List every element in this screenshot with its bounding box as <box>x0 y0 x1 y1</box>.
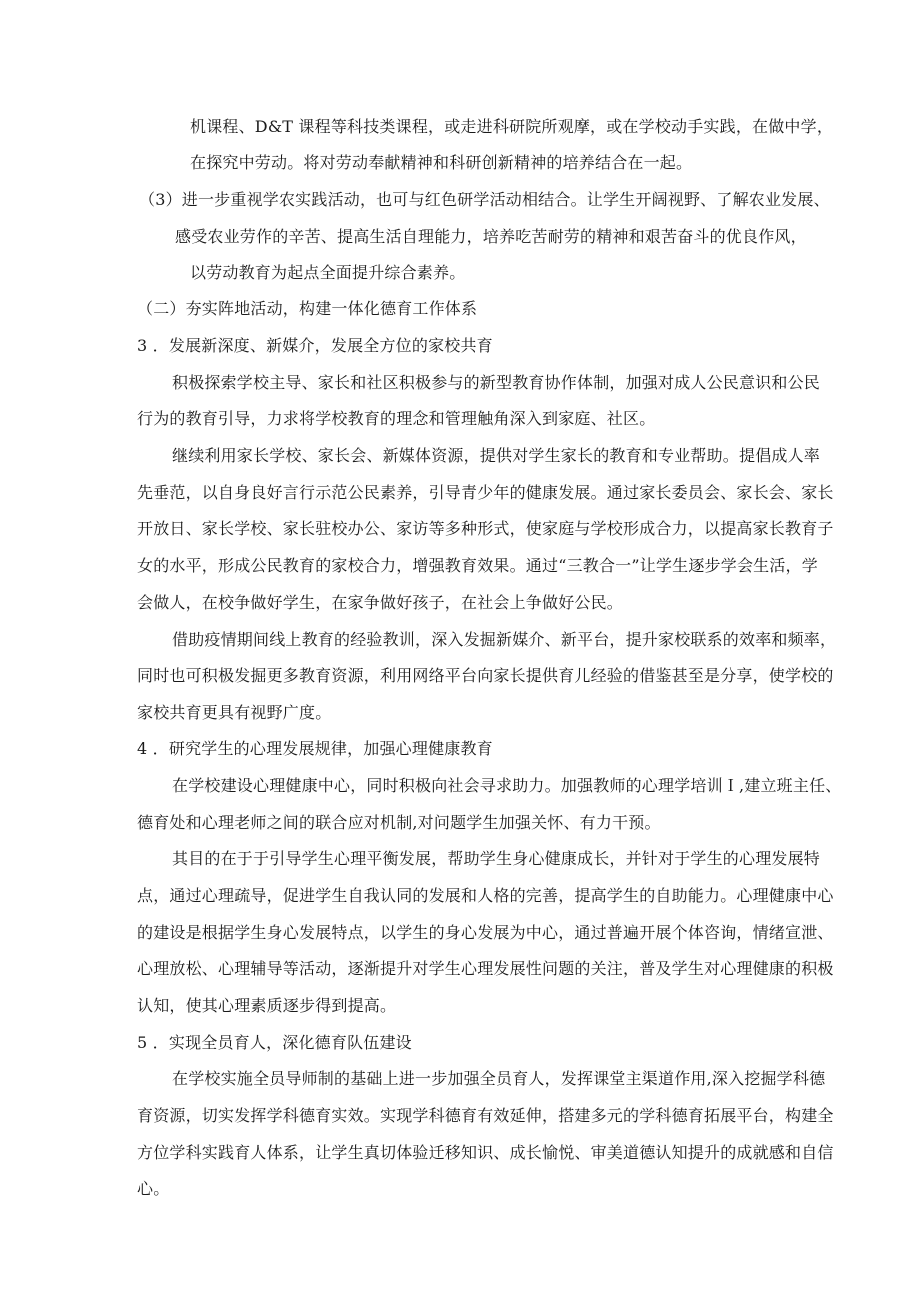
paragraph-line: 认知，使其心理素质逐步得到提高。 <box>137 996 397 1015</box>
paragraph-line: 心。 <box>137 1179 170 1198</box>
paragraph-line: 育资源，切实发挥学科德育实效。实现学科德育有效延伸，搭建多元的学科德育拓展平台，构建全 <box>137 1106 834 1125</box>
paragraph-line: 同时也可积极发掘更多教育资源，利用网络平台向家长提供育儿经验的借鉴甚至是分享，使学校的 <box>137 666 834 685</box>
paragraph-line: 在学校建设心理健康中心，同时积极向社会寻求助力。加强教师的心理学培训Ｉ,建立班主任、 <box>172 776 842 795</box>
paragraph-line: 其目的在于于引导学生心理平衡发展，帮助学生身心健康成长，并针对于学生的心理发展特 <box>172 849 821 868</box>
subsection-heading-4: 4 ．研究学生的心理发展规律，加强心理健康教育 <box>137 739 493 758</box>
paragraph-line: 女的水平，形成公民教育的家校合力，增强教育效果。通过“三教合一”让学生逐步学会生活，学 <box>137 556 818 575</box>
paragraph-line: 以劳动教育为起点全面提升综合素养。 <box>190 263 466 282</box>
paragraph-line: 会做人，在校争做好学生，在家争做好孩子，在社会上争做好公民。 <box>137 593 624 612</box>
paragraph-line: 方位学科实践育人体系，让学生真切体验迁移知识、成长愉悦、审美道德认知提升的成就感和自信 <box>137 1143 834 1162</box>
paragraph-line: 家校共育更具有视野广度。 <box>137 703 332 722</box>
paragraph-line: 在探究中劳动。将对劳动奉献精神和科研创新精神的培养结合在一起。 <box>190 153 693 172</box>
subsection-heading-5: 5 ．实现全员育人，深化德育队伍建设 <box>137 1033 412 1052</box>
paragraph-line: 机课程、D&T 课程等科技类课程，或走进科研院所观摩，或在学校动手实践，在做中学， <box>190 117 834 136</box>
paragraph-line: 在学校实施全员导师制的基础上进一步加强全员育人，发挥课堂主渠道作用,深入挖掘学科德 <box>172 1069 826 1088</box>
paragraph-line: 心理放松、心理辅导等活动，逐渐提升对学生心理发展性问题的关注，普及学生对心理健康的积极 <box>137 959 834 978</box>
paragraph-line: 积极探索学校主导、家长和社区积极参与的新型教育协作体制，加强对成人公民意识和公民 <box>172 373 821 392</box>
section-heading: （二）夯实阵地活动，构建一体化德育工作体系 <box>137 299 478 318</box>
paragraph-line: 德育处和心理老师之间的联合应对机制,对问题学生加强关怀、有力干预。 <box>137 813 661 832</box>
paragraph-line: 先垂范，以自身良好言行示范公民素养，引导青少年的健康发展。通过家长委员会、家长会、家长 <box>137 483 834 502</box>
paragraph-line: 行为的教育引导，力求将学校教育的理念和管理触角深入到家庭、社区。 <box>137 409 656 428</box>
paragraph-line: 借助疫情期间线上教育的经验教训，深入发掘新媒介、新平台，提升家校联系的效率和频率， <box>172 630 837 649</box>
list-item-3: （3）进一步重视学农实践活动，也可与红色研学活动相结合。让学生开阔视野、了解农业发展、 <box>139 190 830 209</box>
paragraph-line: 继续利用家长学校、家长会、新媒体资源，提供对学生家长的教育和专业帮助。提倡成人率 <box>172 446 821 465</box>
paragraph-line: 点，通过心理疏导，促进学生自我认同的发展和人格的完善，提高学生的自助能力。心理健康中心 <box>137 886 834 905</box>
paragraph-line: 感受农业劳作的辛苦、提高生活自理能力，培养吃苦耐劳的精神和艰苦奋斗的优良作风， <box>175 227 807 246</box>
paragraph-line: 开放日、家长学校、家长驻校办公、家访等多种形式，使家庭与学校形成合力，以提高家长教育子 <box>137 519 834 538</box>
paragraph-line: 的建设是根据学生身心发展特点，以学生的身心发展为中心，通过普遍开展个体咨询，情绪宣泄、 <box>137 923 834 942</box>
subsection-heading-3: 3 ．发展新深度、新媒介，发展全方位的家校共育 <box>137 336 493 355</box>
